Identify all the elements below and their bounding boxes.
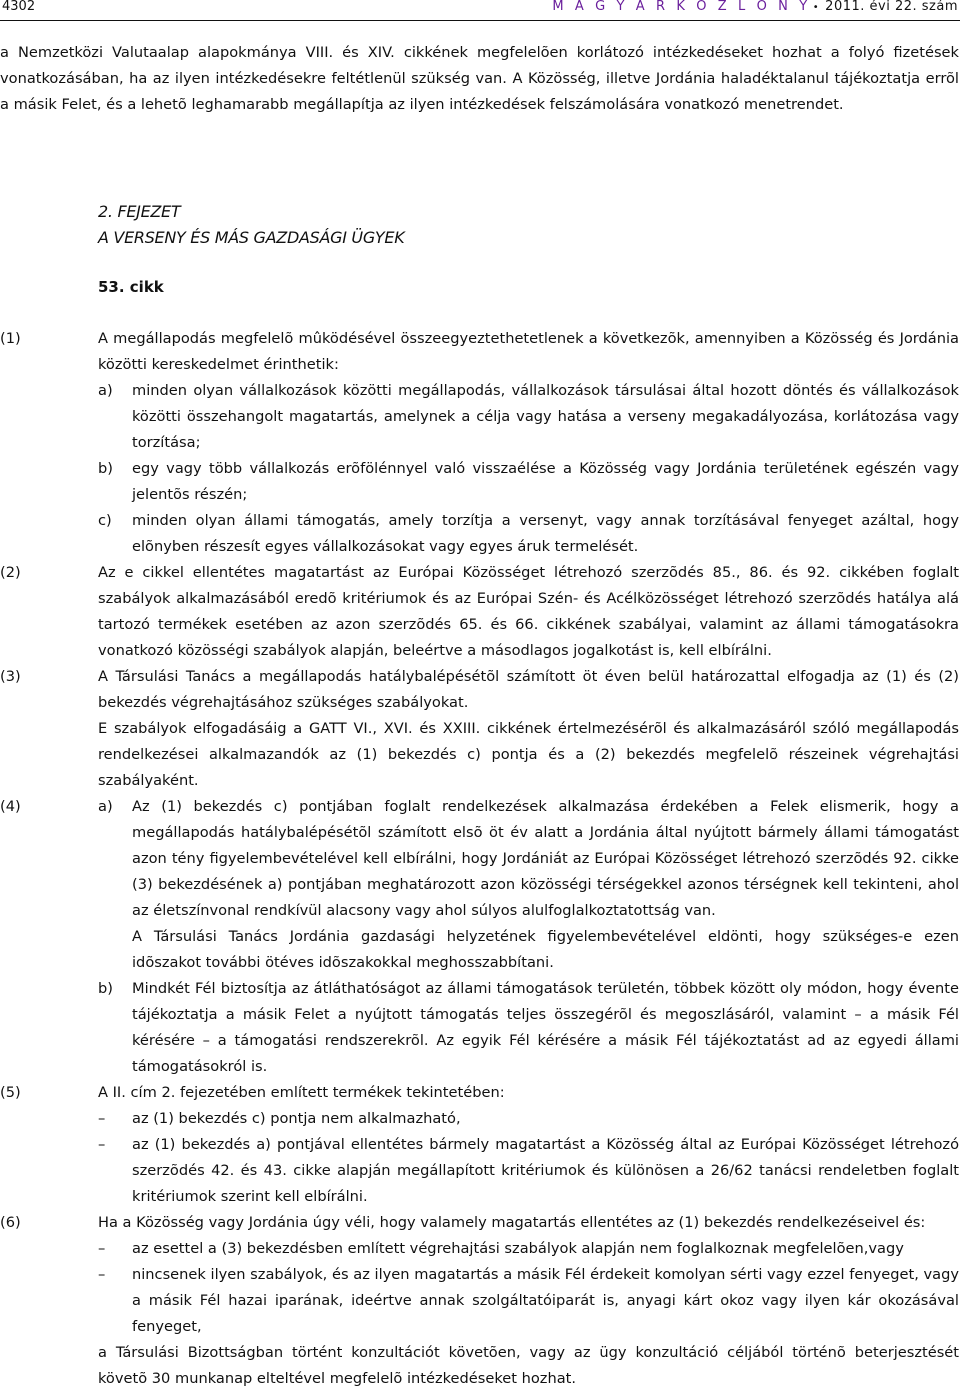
paragraph-5 [0,1080,959,1210]
item-label: a) [98,382,113,399]
list-item-continuation [98,924,959,976]
list-item [98,1236,959,1262]
paragraph-text: E szabályok elfogadásáig a GATT VI., XVI. és XXIII. cikkének értelmezésérõl és alkalmazásáról szóló megállapodás rendelkezései alkalmazandók az (1) bekezdés c) pontja és a (2) bekezdés megfelelõ részeinek végrehajtási szabályaként. [98,720,959,789]
dash-icon: – [98,1240,106,1257]
chapter-heading [98,199,798,251]
list-item [98,456,959,508]
dash-icon: – [98,1110,106,1127]
paragraph-number: (2) [0,564,21,581]
item-text: A Társulási Tanács Jordánia gazdasági helyzetének figyelembevételével eldönti, hogy szükséges-e ezen idõszakot további ötéves idõszakokkal meghosszabbítani. [132,928,959,971]
page-header [2,0,958,20]
list-item [98,1106,959,1132]
chapter-title: A VERSENY ÉS MÁS GAZDASÁGI ÜGYEK [98,228,405,247]
item-text: minden olyan állami támogatás, amely torzítja a versenyt, vagy annak torzításával fenyeget azáltal, hogy elõnyben részesít egyes vállalkozásokat vagy egyes áruk termelését. [132,512,959,555]
paragraph-text: Az e cikkel ellentétes magatartást az Európai Közösséget létrehozó szerzõdés 85., 86. és 92. cikkében foglalt szabályok alkalmazásából eredõ kritériumok és az Európai Szén- és Acélközösséget létrehozó szerzõdés hatálya alá tartozó termékek esetében az azon szerzõdés 65. és 66. cikkének szabályai, valamint az állami támogatásokra vonatkozó közösségi szabályok alapján, beleértve a másodlagos jogalkotást is, kell elbírálni. [98,564,959,659]
paragraph-number: (3) [0,668,21,685]
item-text: egy vagy több vállalkozás erõfölénnyel való visszaélése a Közösség vagy Jordánia területének egészén vagy jelentõs részén; [132,460,959,503]
item-label: b) [98,980,113,997]
paragraph-text: Ha a Közösség vagy Jordánia úgy véli, hogy valamely magatartás ellentétes az (1) bekezdés rendelkezéseivel és: [98,1214,926,1231]
paragraph-text: a Társulási Bizottságban történt konzultációt követõen, vagy az ügy konzultáció céljából történõ beterjesztését követõ 30 munkanap elteltével megfelelõ intézkedéseket hozhat. [98,1344,959,1387]
list-item [98,378,959,456]
paragraph-text: A II. cím 2. fejezetében említett termékek tekintetében: [98,1084,505,1101]
item-text: Az (1) bekezdés c) pontjában foglalt rendelkezések alkalmazása érdekében a Felek elismerik, hogy a megállapodás hatálybalépésétõl számított elsõ öt év alatt a Jordánia által nyújtott bármely állami támogatást azon tény figyelembevételével kell elbírálni, hogy Jordániát az Európai Közösséget létrehozó szerzõdés 92. cikke (3) bekezdésének a) pontjában meghatározott azon közösségi térségekkel azonos térségnek kell tekinteni, ahol az életszínvonal rendkívül alacsony vagy ahol súlyos alulfoglalkoztatottság van. [132,798,959,919]
paragraph-text: A megállapodás megfelelõ mûködésével összeegyeztethetetlenek a következõk, amennyiben a Közösség és Jordánia közötti kereskedelmet érinthetik: [98,330,959,373]
item-label: c) [98,512,112,529]
issue-label: 2011. évi 22. szám [825,0,958,14]
chapter-number: 2. FEJEZET [98,202,181,221]
item-text: az (1) bekezdés a) pontjával ellentétes bármely magatartást a Közösség által az Európai Közösséget létrehozó szerzõdés 42. és 43. cikke alapján megállapított kritériumok és különösen a 26/62 tanácsi rendeletben foglalt kritériumok szerint kell elbírálni. [132,1136,959,1205]
item-text: az (1) bekezdés c) pontja nem alkalmazható, [132,1110,461,1127]
intro-paragraph: a Nemzetközi Valutaalap alapokmánya VIII. és XIV. cikkének megfelelõen korlátozó intézkedéseket hozhat a folyó fizetések vonatkozásában, ha az ilyen intézkedésekre feltétlenül szükség van. A Közösség, illetve Jordánia haladéktalanul tájékoztatja errõl a másik Felet, és a lehetõ leghamarabb megállapítja az ilyen intézkedések felszámolására vonatkozó menetrendet. [0,44,959,113]
item-label: a) [98,798,113,815]
paragraph-number: (5) [0,1084,21,1101]
paragraph-text: A Társulási Tanács a megállapodás hatálybalépésétõl számított öt éven belül határozattal elfogadja az (1) és (2) bekezdés végrehajtásához szükséges szabályokat. [98,668,959,711]
list-item [98,1132,959,1210]
list-item [98,976,959,1080]
item-text: Mindkét Fél biztosítja az átláthatóságot az állami támogatások területén, többek között oly módon, hogy évente tájékoztatja a másik Felet a nyújtott támogatás teljes összegérõl és megoszlásáról, valamint – a másik Fél kérésére – a támogatási rendszerekrõl. Az egyik Fél kérésére a másik Fél tájékoztatást ad az egyedi állami támogatásokról is. [132,980,959,1075]
item-text: minden olyan vállalkozások közötti megállapodás, vállalkozások társulásai által hozott döntés és vállalkozások közötti összehangolt magatartás, amelynek a célja vagy hatása a verseny megakadályozása, korlátozása vagy torzítása; [132,382,959,451]
paragraph-number: (6) [0,1214,21,1231]
item-text: az esettel a (3) bekezdésben említett végrehajtási szabályok alapján nem foglalkoznak megfelelõen,vagy [132,1240,904,1257]
paragraph-2 [0,560,959,664]
dash-icon: – [98,1266,106,1283]
paragraph-4 [0,794,959,1080]
article-body [0,326,959,1392]
list-item [98,794,959,924]
journal-name: M A G Y A R K Ö Z L Ö N Y [552,0,811,14]
paragraph-3 [0,664,959,794]
list-item [98,508,959,560]
dash-icon: – [98,1136,106,1153]
bullet-icon: • [812,2,820,13]
paragraph-number: (4) [0,798,21,815]
paragraph-number: (1) [0,330,21,347]
article-heading: 53. cikk [98,278,164,296]
journal-info [552,0,958,15]
paragraph-1 [0,326,959,560]
item-text: nincsenek ilyen szabályok, és az ilyen magatartás a másik Fél érdekeit komolyan sérti vagy ezzel fenyeget, vagy a másik Fél hazai iparának, ideértve annak szolgáltatóiparát is, anyagi kárt okoz vagy ilyen kár okozásával fenyeget, [132,1266,959,1335]
page-number: 4302 [2,0,36,14]
header-rule [0,20,960,21]
item-label: b) [98,460,113,477]
list-item [98,1262,959,1340]
paragraph-6 [0,1210,959,1392]
